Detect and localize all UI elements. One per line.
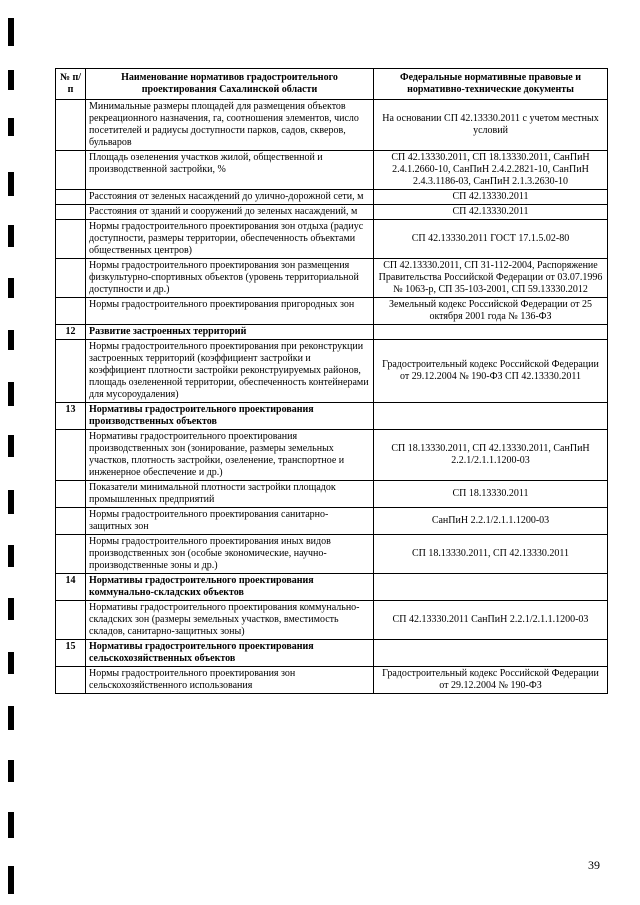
binding-mark bbox=[8, 760, 14, 782]
binding-mark bbox=[8, 382, 14, 406]
binding-mark bbox=[8, 118, 14, 136]
section-title: Нормативы градостроительного проектирования сельскохозяйственных объектов bbox=[86, 640, 374, 667]
section-row bbox=[56, 403, 608, 430]
column-header-number: № п/п bbox=[56, 69, 86, 100]
norm-name: Нормы градостроительного проектирования зон сельскохозяйственного использования bbox=[86, 667, 374, 694]
column-header-name: Наименование нормативов градостроительного проектирования Сахалинской области bbox=[86, 69, 374, 100]
federal-documents: СП 42.13330.2011 ГОСТ 17.1.5.02-80 bbox=[374, 220, 608, 259]
row-number bbox=[56, 535, 86, 574]
section-title: Развитие застроенных территорий bbox=[86, 325, 374, 340]
binding-mark bbox=[8, 278, 14, 298]
table-row bbox=[56, 430, 608, 481]
binding-mark bbox=[8, 866, 14, 894]
federal-documents: Земельный кодекс Российской Федерации от 25 октября 2001 года № 136-ФЗ bbox=[374, 298, 608, 325]
federal-documents: Градостроительный кодекс Российской Федерации от 29.12.2004 № 190-ФЗ СП 42.13330.2011 bbox=[374, 340, 608, 403]
norm-name: Нормы градостроительного проектирования санитарно-защитных зон bbox=[86, 508, 374, 535]
federal-documents: СП 42.13330.2011 bbox=[374, 190, 608, 205]
norm-name: Нормы градостроительного проектирования зон отдыха (радиус доступности, размеры территории, обеспеченность объектами общественных центров) bbox=[86, 220, 374, 259]
table-row bbox=[56, 535, 608, 574]
binding-mark bbox=[8, 706, 14, 730]
row-number bbox=[56, 100, 86, 151]
federal-documents: СП 42.13330.2011 СанПиН 2.2.1/2.1.1.1200-03 bbox=[374, 601, 608, 640]
table-row bbox=[56, 340, 608, 403]
section-title: Нормативы градостроительного проектирования производственных объектов bbox=[86, 403, 374, 430]
table-row bbox=[56, 667, 608, 694]
norm-name: Нормы градостроительного проектирования зон размещения физкультурно-спортивных объектов (уровень территориальной доступности и др.) bbox=[86, 259, 374, 298]
row-number: 12 bbox=[56, 325, 86, 340]
norm-name: Нормативы градостроительного проектирования коммунально-складских зон (размеры земельных участков, вместимость складов, санитарно-защитных зоны) bbox=[86, 601, 374, 640]
norm-name: Нормы градостроительного проектирования при реконструкции застроенных территорий (коэффициент застройки и коэффициент плотности застройки реконструируемых районов, площадь озелененной территории, обеспеченность контейнерами для мусороудаления) bbox=[86, 340, 374, 403]
norm-name: Нормы градостроительного проектирования иных видов производственных зон (особые экономические, научно-производственные зоны и др.) bbox=[86, 535, 374, 574]
row-number bbox=[56, 259, 86, 298]
row-number bbox=[56, 220, 86, 259]
federal-documents: Градостроительный кодекс Российской Федерации от 29.12.2004 № 190-ФЗ bbox=[374, 667, 608, 694]
binding-mark bbox=[8, 598, 14, 620]
federal-documents: СП 18.13330.2011, СП 42.13330.2011 bbox=[374, 535, 608, 574]
table-header-row bbox=[56, 69, 608, 100]
table-row bbox=[56, 190, 608, 205]
row-number bbox=[56, 205, 86, 220]
binding-mark bbox=[8, 225, 14, 247]
federal-documents bbox=[374, 640, 608, 667]
page-number: 39 bbox=[588, 858, 600, 872]
table-row bbox=[56, 508, 608, 535]
binding-mark bbox=[8, 18, 14, 46]
federal-documents: СП 42.13330.2011 bbox=[374, 205, 608, 220]
binding-mark bbox=[8, 435, 14, 457]
binding-mark bbox=[8, 490, 14, 514]
section-title: Нормативы градостроительного проектирования коммунально-складских объектов bbox=[86, 574, 374, 601]
row-number bbox=[56, 430, 86, 481]
norm-name: Расстояния от зданий и сооружений до зеленых насаждений, м bbox=[86, 205, 374, 220]
federal-documents bbox=[374, 403, 608, 430]
table-row bbox=[56, 481, 608, 508]
federal-documents bbox=[374, 574, 608, 601]
binding-mark bbox=[8, 545, 14, 567]
row-number bbox=[56, 190, 86, 205]
norm-name: Расстояния от зеленых насаждений до улично-дорожной сети, м bbox=[86, 190, 374, 205]
federal-documents: СанПиН 2.2.1/2.1.1.1200-03 bbox=[374, 508, 608, 535]
federal-documents: СП 42.13330.2011, СП 31-112-2004, Распоряжение Правительства Российской Федерации от 03.07.1996 № 1063-р, СП 35-103-2001, СП 59.13330.2012 bbox=[374, 259, 608, 298]
norm-name: Минимальные размеры площадей для размещения объектов рекреационного назначения, га, соотношения элементов, число посетителей и радиусы доступности парков, садов, скверов, бульваров bbox=[86, 100, 374, 151]
row-number bbox=[56, 151, 86, 190]
table-row bbox=[56, 259, 608, 298]
norm-name: Нормы градостроительного проектирования пригородных зон bbox=[86, 298, 374, 325]
row-number bbox=[56, 601, 86, 640]
table-row bbox=[56, 151, 608, 190]
binding-mark bbox=[8, 172, 14, 196]
row-number bbox=[56, 340, 86, 403]
table-row bbox=[56, 220, 608, 259]
federal-documents: На основании СП 42.13330.2011 с учетом местных условий bbox=[374, 100, 608, 151]
federal-documents: СП 18.13330.2011 bbox=[374, 481, 608, 508]
row-number: 13 bbox=[56, 403, 86, 430]
federal-documents: СП 42.13330.2011, СП 18.13330.2011, СанПиН 2.4.1.2660-10, СанПиН 2.4.2.2821-10, СанПиН 2.4.3.1186-03, СанПиН 2.1.3.2630-10 bbox=[374, 151, 608, 190]
binding-mark bbox=[8, 70, 14, 90]
binding-mark bbox=[8, 812, 14, 838]
table-row bbox=[56, 298, 608, 325]
section-row bbox=[56, 574, 608, 601]
binding-mark bbox=[8, 652, 14, 674]
section-row bbox=[56, 640, 608, 667]
row-number bbox=[56, 481, 86, 508]
row-number: 14 bbox=[56, 574, 86, 601]
federal-documents bbox=[374, 325, 608, 340]
norm-name: Показатели минимальной плотности застройки площадок промышленных предприятий bbox=[86, 481, 374, 508]
row-number: 15 bbox=[56, 640, 86, 667]
row-number bbox=[56, 508, 86, 535]
table-row bbox=[56, 601, 608, 640]
binding-marks bbox=[8, 0, 16, 905]
norm-name: Площадь озеленения участков жилой, общественной и производственной застройки, % bbox=[86, 151, 374, 190]
table-row bbox=[56, 100, 608, 151]
column-header-documents: Федеральные нормативные правовые и нормативно-технические документы bbox=[374, 69, 608, 100]
norms-table bbox=[55, 68, 608, 694]
table-row bbox=[56, 205, 608, 220]
norm-name: Нормативы градостроительного проектирования производственных зон (зонирование, размеры земельных участков, плотность застройки, озеленение, транспортное и инженерное обеспечение и др.) bbox=[86, 430, 374, 481]
section-row bbox=[56, 325, 608, 340]
row-number bbox=[56, 298, 86, 325]
row-number bbox=[56, 667, 86, 694]
federal-documents: СП 18.13330.2011, СП 42.13330.2011, СанПиН 2.2.1/2.1.1.1200-03 bbox=[374, 430, 608, 481]
binding-mark bbox=[8, 330, 14, 350]
